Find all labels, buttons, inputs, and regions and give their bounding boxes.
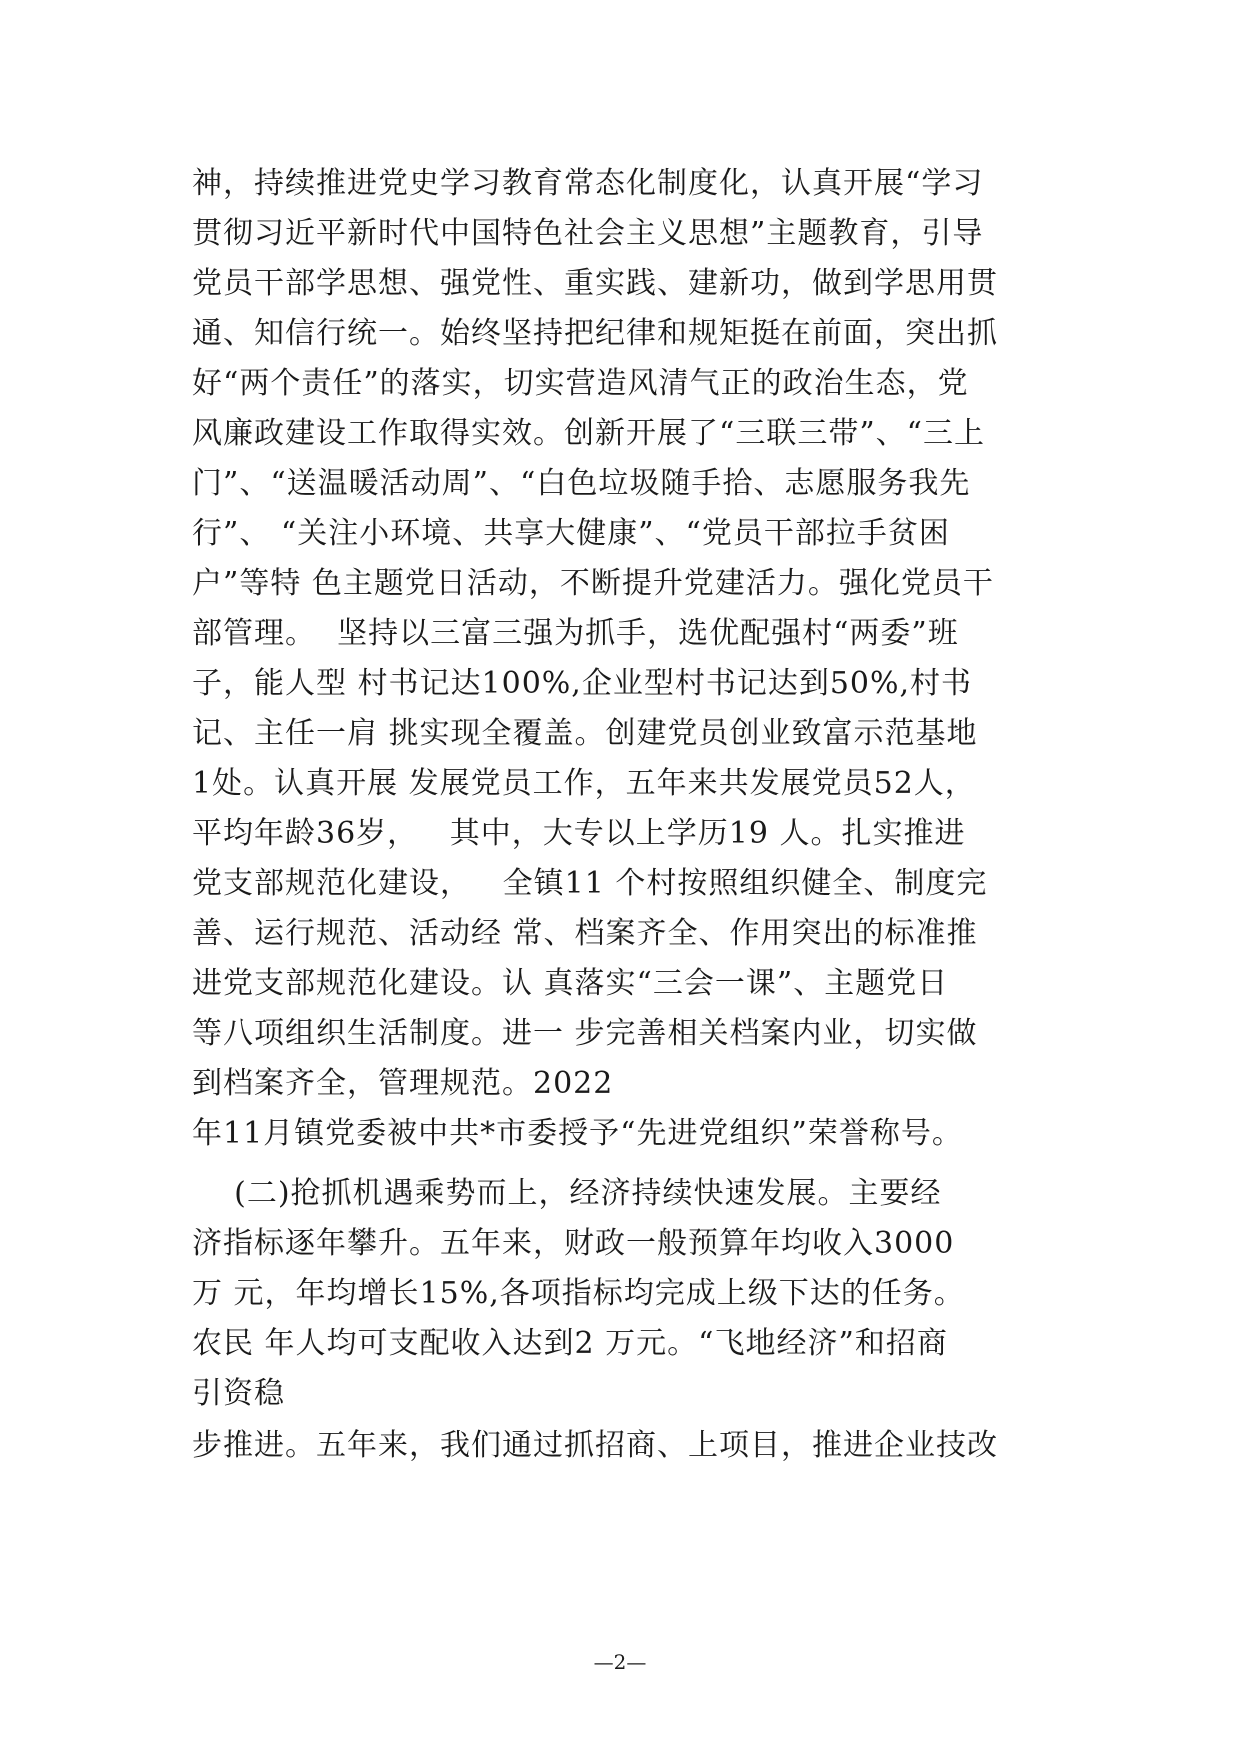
text-line-21: (二)抢抓机遇乘势而上，经济持续快速发展。主要经 (192, 1176, 942, 1211)
text-line-18: 等八项组织生活制度。进一 步完善相关档案内业，切实做 (192, 1016, 978, 1051)
text-line-23: 万 元，年均增长15%,各项指标均完成上级下达的任务。 (192, 1276, 965, 1311)
text-line-14: 平均年龄36岁， 其中，大专以上学历19 人。扎实推进 (192, 816, 966, 851)
page-number: —2— (593, 1650, 647, 1674)
text-line-1: 神，持续推进党史学习教育常态化制度化，认真开展“学习 (192, 166, 984, 201)
text-line-12: 记、主任一肩 挑实现全覆盖。创建党员创业致富示范基地 (192, 716, 978, 751)
text-line-17: 进党支部规范化建设。认 真落实“三会一课”、主题党日 (192, 966, 949, 1001)
text-line-20: 年11月镇党委被中共*市委授予“先进党组织”荣誉称号。 (192, 1116, 963, 1151)
text-line-19: 到档案齐全，管理规范。2022 (192, 1066, 614, 1101)
text-line-13: 1处。认真开展 发展党员工作，五年来共发展党员52人， (192, 766, 976, 801)
text-line-25: 引资稳 (192, 1376, 285, 1411)
text-line-24: 农民 年人均可支配收入达到2 万元。“飞地经济”和招商 (192, 1326, 948, 1361)
text-line-7: 门”、“送温暖活动周”、“白色垃圾随手拾、志愿服务我先 (192, 466, 971, 501)
text-line-6: 风廉政建设工作取得实效。创新开展了“三联三带”、“三上 (192, 416, 986, 451)
text-line-2: 贯彻习近平新时代中国特色社会主义思想”主题教育，引导 (192, 216, 984, 251)
text-line-22: 济指标逐年攀升。五年来，财政一般预算年均收入3000 (192, 1226, 955, 1261)
text-line-4: 通、知信行统一。始终坚持把纪律和规矩挺在前面，突出抓 (192, 316, 998, 351)
text-line-16: 善、运行规范、活动经 常、档案齐全、作用突出的标准推 (192, 916, 978, 951)
text-line-5: 好“两个责任”的落实，切实营造风清气正的政治生态，党 (192, 366, 969, 401)
text-line-8: 行”、 “关注小环境、共享大健康”、“党员干部拉手贫困 (192, 516, 950, 551)
text-line-11: 子，能人型 村书记达100%,企业型村书记达到50%,村书 (192, 666, 973, 701)
text-line-10: 部管理。 坚持以三富三强为抓手，选优配强村“两委”班 (192, 616, 959, 651)
text-line-26: 步推进。五年来，我们通过抓招商、上项目，推进企业技改 (192, 1428, 998, 1463)
text-line-15: 党支部规范化建设， 全镇11 个村按照组织健全、制度完 (192, 866, 988, 901)
text-line-3: 党员干部学思想、强党性、重实践、建新功，做到学思用贯 (192, 266, 998, 301)
text-line-9: 户”等特 色主题党日活动，不断提升党建活力。强化党员干 (192, 566, 994, 601)
